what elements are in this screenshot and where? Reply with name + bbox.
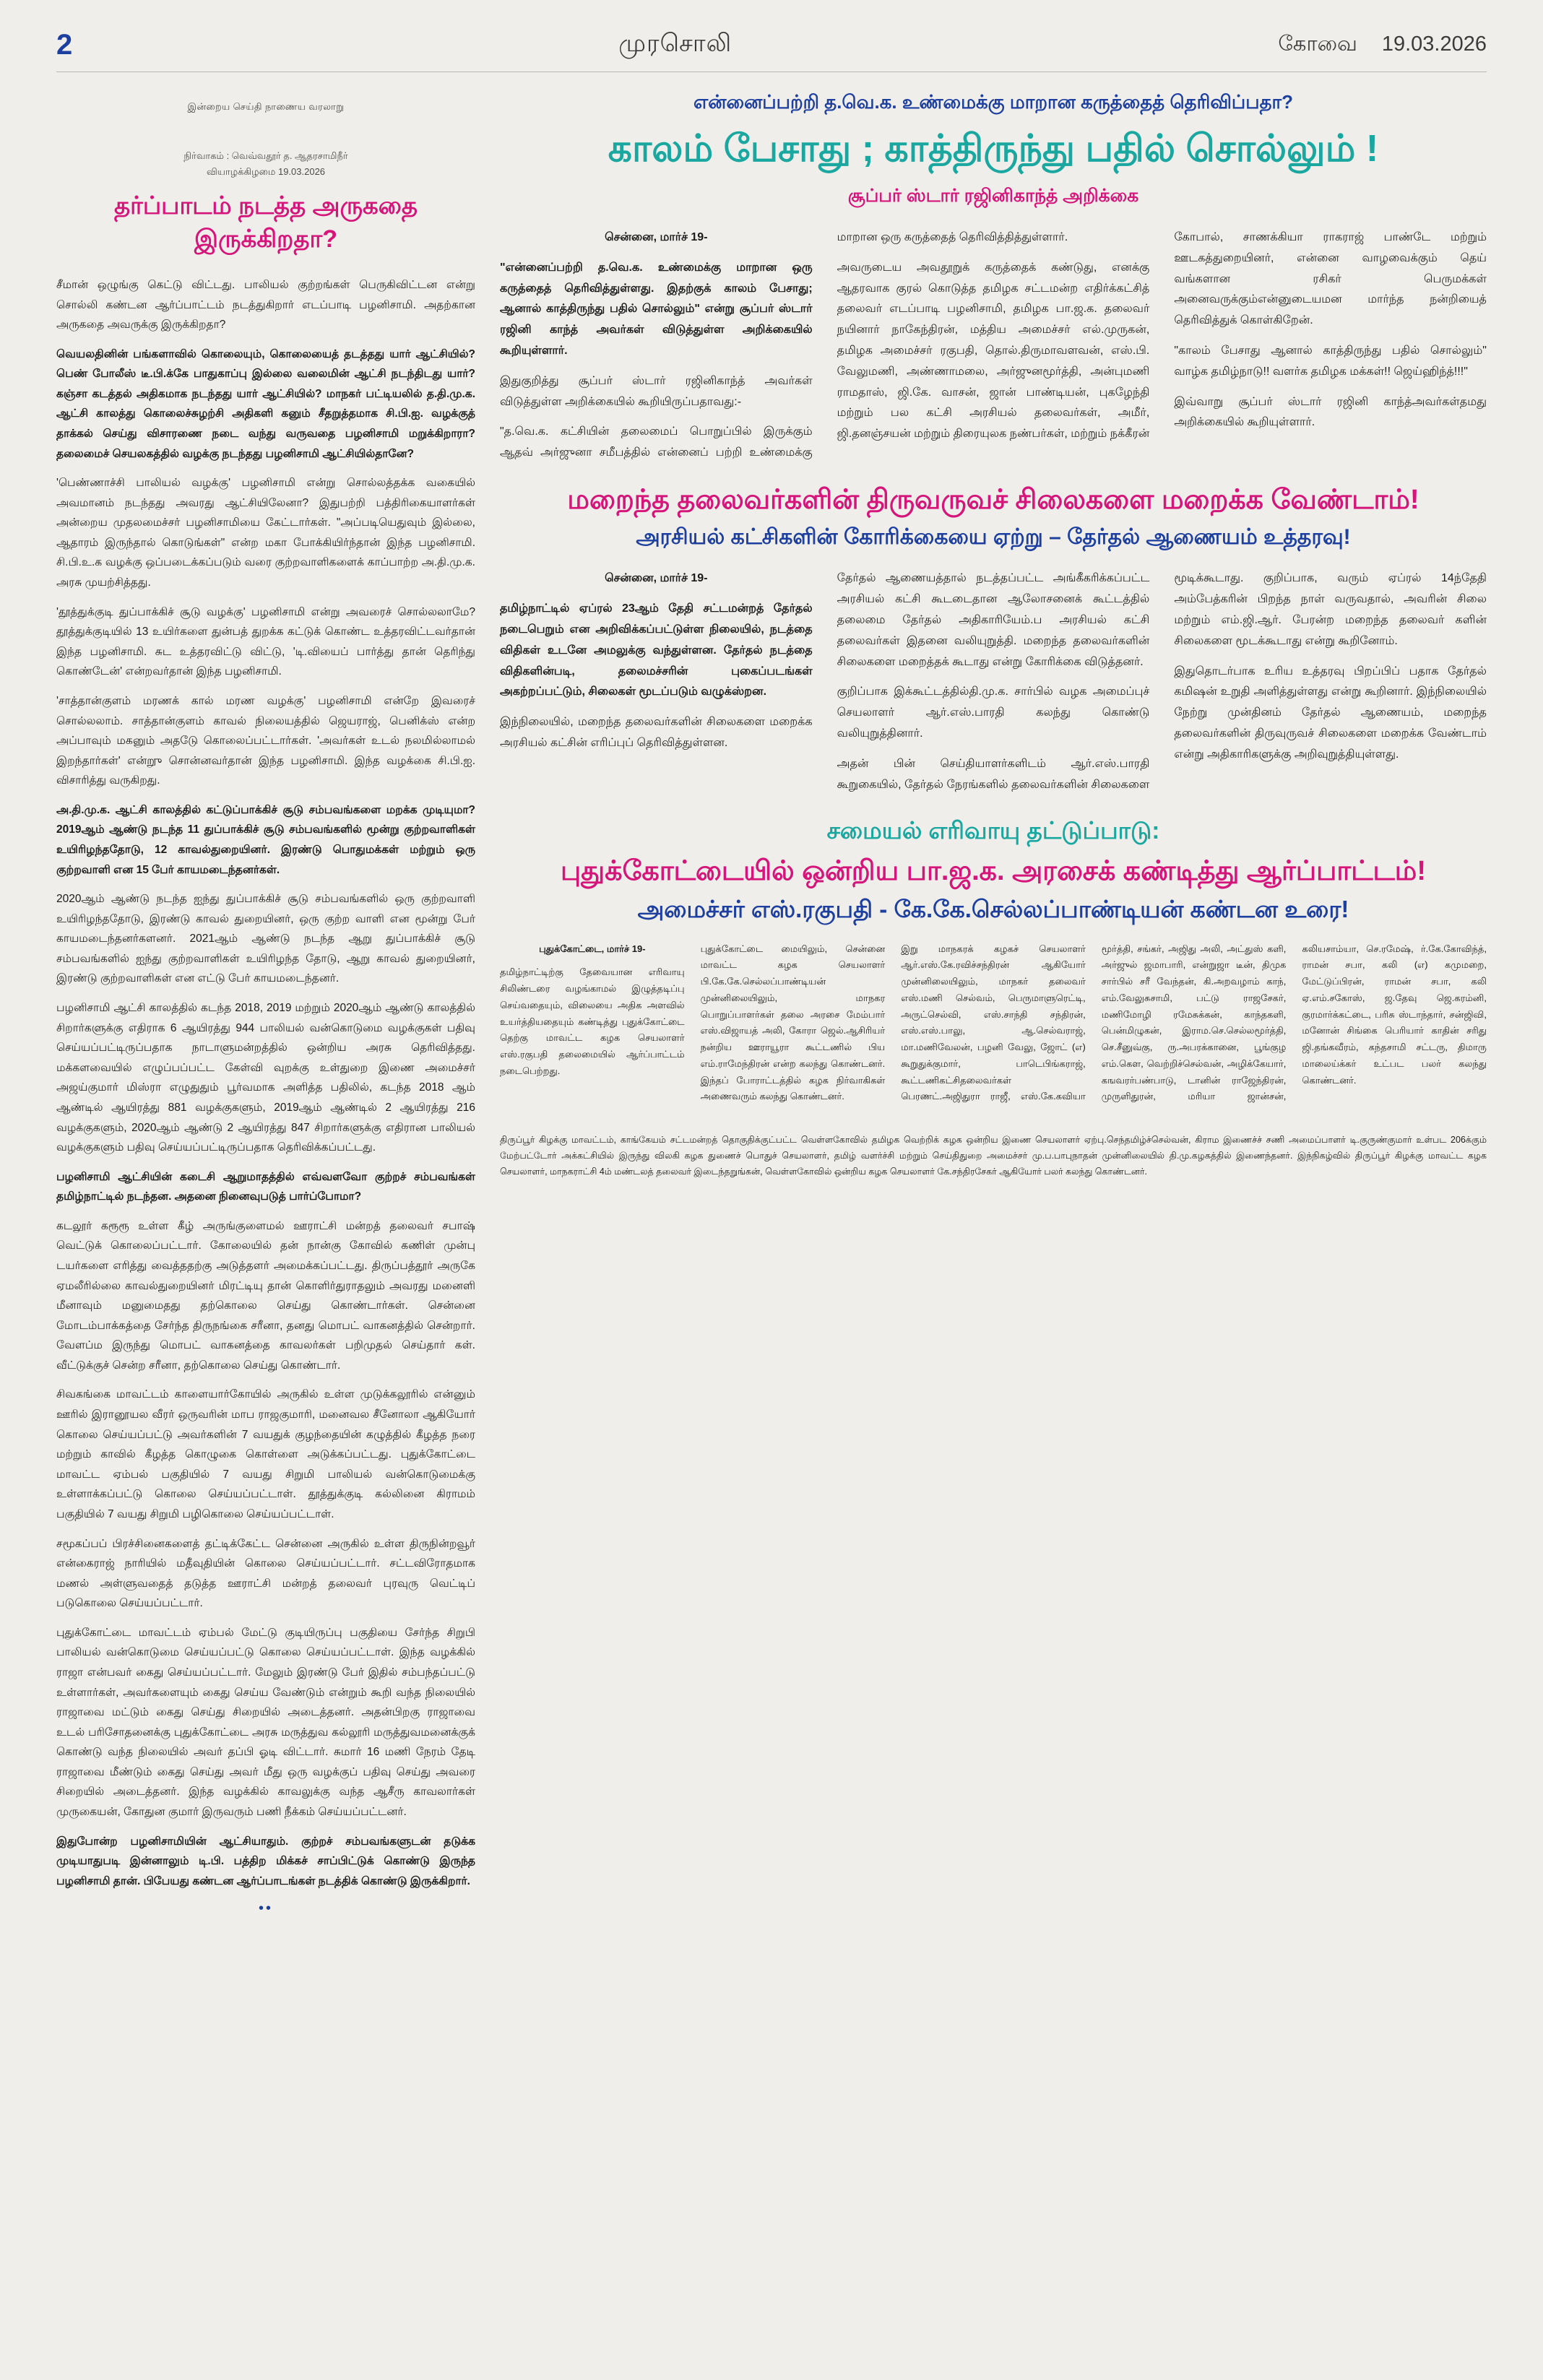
edition-city: கோவை [1278,32,1357,56]
lead-subhead: சூப்பர் ஸ்டார் ரஜினிகாந்த் அறிக்கை [847,186,1139,206]
paragraph: இதுதொடர்பாக உரிய உத்தரவு பிறப்பிப் பதாக தேர்தல் கமிஷன் உறுதி அளித்துள்ளது என்று கூறினார். இந்நிலையில் நேற்று முன்தினம் தேர்தல் ஆணையம், மறைந்த தலைவர்களின் திருவுருவச் சிலைகளை மறைக்க வேண்டாம் என்று அதிகாரிகளுக்கு அறிவுறுத்தியுள்ளது. [1174,665,1487,761]
story3-subhead: அமைச்சர் எஸ்.ரகுபதி - கே.கே.செல்லப்பாண்டியன் கண்டன உரை! [637,895,1349,922]
paragraph: இந்நிலையில், மறைந்த தலைவர்களின் சிலைகளை மறைக்க அரசியல் கட்சின் எரிப்புப் தெரிவித்துள்ளன. [500,716,813,749]
paragraph: குறிப்பாக இக்கூட்டத்தில்தி.மு.க. சார்பில் வழக அமைப்புச் செயலாளர் ஆர்.எஸ்.பாரதி கலந்து கொண்டு வலியுறுத்தினார். [837,685,1150,740]
paragraph: புதுக்கோட்டை மாவட்டம் ஏம்பல் மேட்டு குடியிருப்பு பகுதியை சேர்ந்த சிறுபி பாலியல் வன்கொடுமை செய்யப்பட்டு கொலை செய்யப்பட்டாள். இந்த வழக்கில் ராஜா என்பவர் கைது செய்யப்பட்டார். மேலும் இரண்டு பேர் இதில் சம்பந்தப்பட்டு உள்ளார்கள், அவர்களையும் கைது செய்ய வேண்டும் என்றும் கூறி வந்த நிலையில் ராஜாவை மட்டும் கைது செய்து சிறையில் அடைத்தனர். அதன்பிறகு ராஜாவை உடல் பரிசோதனைக்கு புதுக்கோட்டை அரசு மருத்துவ கல்லூரி மருத்துவமனைக்குக் கொண்டு வந்த நிலையில் அவர் தப்பி ஓடி விட்டார். சுமார் 16 மணி நேரம் தேடி ராஜாவை மீண்டும் கைது செய்து அவர் மீது ஒரு வழக்குப் பதிவு செய்து அவரை சிறையில் அடைத்தனர். இந்த வழக்கில் காவலுக்கு வந்த ஆசீரு காவலார்கள் முருகையன், கோதுன குமார் இருவரும் பணி நீக்கம் செய்யப்பட்டனர். [56,1626,476,1819]
paragraph: அதன் பின் செய்தியாளர்களிடம் ஆர்.எஸ்.பாரதி கூறுகையில், தேர்தல் நேரங்களில் தலைவர்களின் சிலைகளை மூடிக்கூடாது. குறிப்பாக, வரும் ஏப்ரல் 14ந்தேதி அம்பேத்கரின் பிறந்த நாள் வருவதால், அவரின் சிலை மற்றும் எம்.ஜி.ஆர். பேரன்ற மறைந்த தலைவர் களின் சிலைகளை மூடக்கூடாது என்று கூறினோம். [837,572,1487,791]
story-lpg-protest [500,817,1487,1105]
lead-story-body [500,228,1487,464]
paper-title: முரசொலி [618,30,732,57]
paragraph: 'சாத்தான்குளம் மரணக் கால் மரண வழக்கு' பழனிசாமி என்றே இவரைச் சொல்லலாம். சாத்தான்குளம் காவல் நிலையத்தில் ஜெயராஜ், பெனிக்ஸ் என்ற அப்பாவும் மகனும் அதடுே கொலைப்பட்டார்கள். 'அவர்கள் உடல் நலமில்லாமல் இறந்தார்கள்' என்றுு சொன்னவர்தான் இந்த பழனிசாமி. இந்த வழக்கை சி.பி.ஐ. விசாரித்து வருகிறது. [56,694,475,787]
footer-notice: திருப்பூர் கிழக்கு மாவட்டம், காங்கேயம் சட்டமன்றத் தொகுதிக்குட்பட்ட வெள்ளகோவில் தமிழக வெற்றிக் கழக ஒன்றிய இணை செயலாளர் ஏற்பு.செந்தமிழ்ச்செல்வன், கிராம இணைச்ச் சணி அமைப்பாளர் டி.குருண்குமார் உள்பட 206க்கும் மேற்பட்டோர் அக்கட்சியில் இருந்து விலகி கழக துணைச் பொதுச் செயலாளர், தமிழ் வளர்ச்சி மற்றும் செய்திதுறை அமைச்சர் மு.ப.பாபுநாதன் முன்னிலையில் தி.மு.கழகத்தில் இணைந்தனர். இந்நிகழ்வில் திருப்பூர் கிழக்கு மாவட்ட கழக செயலாளர், மாநகராட்சி 4ம் மண்டலத் தலைவர் இடைந்தறுங்கன், வெள்ளகோவில் ஒன்றிய கழக செயலாளர் கே.சந்திரசேகர் ஆகியோர் பலர் கலந்து கொண்டனர். [500,1135,1487,1177]
paragraph: தமிழ்நாட்டில் ஏப்ரல் 23ஆம் தேதி சட்டமன்றத் தேர்தல் நடைபெறும் என அறிவிக்கப்பட்டுள்ள நிலையில், நடத்தை விதிகள் உடனே அமலுக்கு வந்துள்ளன. தேர்தல் நடத்தை விதிகளின்படி, தலைமச்சரின் புகைப்படங்கள் அகற்றப்பட்டும், சிலைகள் மூடப்படும் வழுக்ஸ்றன. [500,602,813,698]
lead-headline: காலம் பேசாது ; காத்திருந்து பதில் சொல்லும் ! [608,128,1379,170]
paragraph: இறு மாநகரக் கழகச் செயலாளர் ஆர்.எஸ்.கே.ரவிச்சந்திரன் ஆகியோர் முன்னிலையிலும், மாநகர் தலைவர் எஸ்.மணி செல்வம், பெருமாளுரெட்டி, அருட்செல்வி, எஸ்.சாந்தி சந்திரன், எஸ்.எஸ்.பாலு, ஆ.செல்வராஜ், மா.மணிவேலன், பழனி வேலு, ஜோட் (எ) கூறுதுக்குமார், பாடெபிங்கராஜ், கூட்டணிகட்சிதலைவர்கள் பெரணட்.அஜிதுரா ராஜீ, எஸ்.கே.கவியா மூர்த்தி, சங்கர், அஜிது அலி, அட்துஸ் களி, அர்ஜுல் ஜமாபாரி, என்றுஜா டீன், திமுக சார்பில் சரீ வேந்தன், கி.அறவழாம் காந், எம்.வேலுசுசாமி, பட்டு ராஜசேகர், மணிமோழி ரமேசுக்கன், காந்தகளி, பென்மிழுகன், இராம.செ.செல்லமூர்த்தி, செ.சீனுவ்கு, ரு.அபரக்கானை, பூங்குழ எம்.கௌ, வெற்றிச்செல்வன், அழிக்கேயார், கஙவரர்பண்பாடு, டானின் ராஜேந்திரன், முருளிதுரன், மரியா ஜான்சன், கலியசாம்யா, செ.ரமேஷ், ர்.கே.கோவிந்த், ராமன் சபா, கலி (எ) கமுமறை, மேட்டுப்பிரன், ராமன் சபா, கலி ஏ.எம்.சகோஸ், ஜ.தேவு ஜெ.கரம்னி, குரமார்க்கட்டை, பரிசு ஸ்டாந்தார், சன்ஜிவி, மனோன் சிங்கை பெரியார் காதின் சரிது ஜி.தங்கவீரம், கந்தசாமி சட்டரு, திமாரு மாலைய்க்கர் உட்பட பலர் கலந்து கொண்டனர். [901,943,1487,1102]
page-number: 2 [56,29,73,61]
story3-kicker: சமையல் எரிவாயு தட்டுப்பாடு: [826,817,1160,844]
left-article-body [56,275,475,1891]
paragraph: பழனிசாமி ஆட்சியின் கடைசி ஆறுமாதத்தில் எவ்வளவோ குற்றச் சம்பவங்கள் தமிழ்நாட்டில் நடந்தன. அதனை நினைவுபடுத் பார்ப்போமா? [56,1170,475,1203]
paragraph: சமூகப்பப் பிரச்சினைகளைத் தட்டிக்கேட்ட சென்னை அருகில் உள்ள திருநின்றவூர் என்கைராஜ் நாரியில் மதீவுதியின் கொலை செய்யப்பட்டார். சட்டவிரோதமாக மணல் அள்ளுவதைத் தடுத்த ஊராட்சி மன்றத் தலைவர் புரவுரு வெட்டிப் படுகொலை செய்யப்பட்டார். [56,1537,475,1610]
edition-info [1278,33,1487,59]
story3-headline: புதுக்கோட்டையில் ஒன்றிய பா.ஜ.க. அரசைக் கண்டித்து ஆர்ப்பாட்டம்! [560,856,1427,887]
paragraph: "த.வெ.க. கட்சியின் தலைமைப் பொறுப்பில் இருக்கும் ஆதவ் அர்ஜுனா சமீபத்தில் என்னைப் பற்றி உண்மைக்கு மாறான ஒரு கருத்தைத் தெரிவித்தித்துள்ளார். [500,231,1068,459]
story2-subhead: அரசியல் கட்சிகளின் கோரிக்கையை ஏற்று – தேர்தல் ஆணையம் உத்தரவு! [636,525,1351,550]
paragraph: அவருடைய அவதூறுக் கருத்தைக் கண்டுது, எனக்கு ஆதரவாக குரல் கொடுத்த தமிழக சட்டமன்ற எதிர்க்கட்சித் தலைவர் எடப்பாடி பழனிசாமி, தமிழக பா.ஜ.க. தலைவர் நயினார் நாகேந்திரன், மத்திய அமைச்சர் எல்.முருகன், தமிழக அமைச்சர் ரகுபதி, தொல்.திருமாவளவன், எஸ்.பி. வேலுமணி, அண்ணாமலை, அர்ஜுனமூர்த்தி, அன்புமணி ராமதாஸ், ஜி.கே. வாசன், ஜான் பாண்டியன், புகழேந்தி மற்றும் பல கட்சி அரசியல் தலைவர்கள், அமீர், ஜி.தனஞ்சயன் மற்றும் திரையுலக நண்பர்கள், மற்றும் நக்கீரன் கோபால், சாணக்கியா ராகராஜ் பாண்டே மற்றும் ஊடகத்துறையினர், என்னை வாழவைக்கும் தெய் வங்களான ரசிகர் பெருமக்கள் அனைவருக்கும்என்னுடையமன மார்ந்த நன்றியைத் தெரிவித்துக் கொள்கிறேன். [837,231,1487,441]
paragraph: தேர்தல் ஆணையத்தால் நடத்தப்பட்ட அங்கீகரிக்கப்பட்ட அரசியல் கட்சி கூடடைதான ஆலோசனைக் கூட்டத்தில் தலைமை தேர்தல் அதிகாரியேம்.ப அரசியல் கட்சி தலைவர்கள் இதனை வலியுறுத்தி. மறைந்த தலைவர்களின் சிலைகளை மறைத்தக் கூடாது என்று கோரிக்கை விடுத்தனர். [837,572,1150,668]
paragraph: இவ்வாறு சூப்பர் ஸ்டார் ரஜினி காந்த்அவர்கள்தமது அறிக்கையில் கூறியுள்ளார். [1174,395,1487,429]
story2-headline: மறைந்த தலைவர்களின் திருவருவச் சிலைகளை மறைக்க வேண்டாம்! [567,484,1419,515]
story3-body [500,941,1487,1106]
lead-story [500,91,1487,464]
left-subkicker-line2: வியாழக்கிழமை 19.03.2026 [206,166,326,178]
left-column [56,85,475,1917]
paragraph: சீமான் ஒழுங்கு கெட்டு விட்டது. பாலியல் குற்றங்கள் பெருகிவிட்டன என்று சொல்லி கண்டன ஆர்ப்பாட்டம் நடத்துகிறார் எடப்பாடி பழனிசாமி. அதற்கான அருகதை அவருக்கு இருக்கிறதா? [56,278,475,332]
paragraph: "காலம் பேசாது ஆனால் காத்திருந்து பதில் சொல்லும்" வாழ்க தமிழ்நாடு!! வளர்க தமிழக மக்கள்!! ஜெய்ஹிந்த்!!!" [1174,344,1487,378]
left-subkicker-line1: நிர்வாகம் : வெவ்வதூர் த. ஆதரசாமிநீர் [183,150,348,161]
paragraph: பழனிசாமி ஆட்சி காலத்தில் கடந்த 2018, 2019 மற்றும் 2020ஆம் ஆண்டு காலத்தில் சிறார்களுக்கு எதிராக 6 ஆயிரத்து 944 பாலியல் வன்கொடுமை வழக்குகள் பதிவு செய்யப்பட்டிருப்பதாக நாடாளுமன்றத்தில் ஒன்றிய அரசு தெரிவித்தது. மக்களவையில் எழுப்பப்பட்ட கேள்வி வுறக்கு உள்துறை இணை அமைச்சர் அஜய்குமார் மிஸ்ரா எழுதுதும் பூர்வமாக அளித்த பதிலில், கடந்த 2018 ஆம் ஆண்டில் ஆயிரத்து 881 வழக்குகளும், 2019ஆம் ஆண்டில் 2 ஆயிரத்து 216 வழக்குகளும், 2020ஆம் ஆண்டு 2 ஆயிரத்து 847 சிறார்களுக்கு எதிரான பாலியல் வழக்குகளும் பதிவு செய்யப்பட்டிருப்பதாக தெரிவிக்கப்பட்டது. [56,1002,475,1154]
lead-eyebrow: என்னைப்பற்றி த.வெ.க. உண்மைக்கு மாறான கருத்தைத் தெரிவிப்பதா? [693,91,1294,113]
paragraph: இதுபோன்ற பழனிசாமியின் ஆட்சியாதும். குற்றச் சம்பவங்களுடன் தடுக்க முடியாதுபடி இன்னாலும் டி.பி. பத்திற மிக்கச் சாப்பிட்டுக் கொண்டு இருந்த பழனிசாமி தான். பிபேயது கண்டன ஆர்ப்பாடங்கள் நடத்திக் கொண்டு இருக்கிறார். [56,1835,475,1887]
paragraph: இதுகுறித்து சூப்பர் ஸ்டார் ரஜினிகாந்த் அவர்கள் விடுத்துள்ள அறிக்கையில் கூறியிருப்பதாவது:- [500,374,813,408]
paragraph: 'தூத்துக்குடி துப்பாக்கிச் சூடு வழக்கு' பழனிசாமி என்று அவரைச் சொல்லலாமே? தூத்துக்குடியில் 13 உயிர்களை துன்பத் துறக்க கட்டுக் கொண்ட உத்தரவிட்டவர்தான் இந்த பழனிசாமி. சுட உத்தரவிட்டு விட்டு, 'டி.வியைப் பார்த்து தான் தெரிந்து கொண்டேன்' என்றவர்தான் இந்த பழனிசாமி. [56,605,475,678]
page-body [56,85,1487,1917]
paragraph: 2020ஆம் ஆண்டு நடந்த ஐந்து துப்பாக்கிச் சூடு சம்பவங்களில் ஒரு குற்றவாளி உயிரிழந்ததோடு, இரண்டு காவல் துறையினர், ஒரு குற்ற வாளி என மூன்று பேர் காயமடைந்தனர்களனர். 2021ஆம் ஆண்டு நடந்த ஆறு துப்பாக்கிச் சூடு சம்பவங்களில் ஐந்து குற்றவாளிகள் உயிரிழந்த தோடு, ஆறு காவல் துறையினர், இரண்டு குற்றவாளிகள் என எட்டு பேர் காயமடைந்தனர். [56,893,475,985]
edition-date: 19.03.2026 [1381,32,1487,56]
dateline: புதுக்கோட்டை, மார்ச் 19- [539,943,646,954]
dateline: சென்னை, மார்ச் 19- [605,231,708,243]
paragraph: சிவகங்கை மாவட்டம் காளையார்கோயில் அருகில் உள்ள முடுக்கலூரில் என்னும் ஊரில் இரானூயல வீரர் ஒருவரின் மாப ராஜகுமாரி, மனைவல சீனோலா ஆகியோர் கொலை செய்யப்பட்டு அவர்களின் 7 வயதுக் குழந்தையின் கழுத்தில் கீழத்த நரை மற்றும் காவில் கீழத்த கொழுகை கொள்ளை அடுக்கப்பட்டது. புதுக்கோட்டை மாவட்ட ஏம்பல் பகுதியில் 7 வயது சிறுமி பாலியல் வன்கொடுமைக்கு உள்ளாக்கப்பட்டு கொலை செய்யப்பட்டாள். தூத்துக்குடி கல்லினை கிராமம் பகுதியில் 7 வயது சிறுமி பழிகொலை செய்யப்பட்டாள். [56,1388,475,1520]
article-end-marker: •• [258,1900,273,1917]
right-column [500,85,1487,1917]
story2-body [500,568,1487,795]
paragraph: புதுக்கோட்டை மையிலும், சென்னை மாவட்ட கழக செயலாளர் பி.கே.கே.செல்லப்பாண்டியன் முன்னிலையிலும், மாநகர பொறுப்பாளர்கள் தலை அரசை மேம்பார் எஸ்.விஜாயத் அலி, கோரா ஜெல்.ஆசிரியர் நன்றிய ஊராயூரா கூட்டணில் பிய எம்.ராமேந்திரன் என்ற கலந்து கொண்டனர். இந்தப் போராட்டத்தில் கழக நிர்வாகிகள் அணைவரும் கலந்து கொண்டனர். [700,943,886,1102]
paragraph: கடலூர் கரூரூ உள்ள கீழ் அருங்குளைமல் ஊராட்சி மன்றத் தலைவர் சபாஷ் வெட்டுக் கொலைப்பட்டார். கோலையில் தன் நான்கு கோவில் கணிள் முன்பு டயர்களை எரித்து வைத்ததற்கு அடுத்தளர் அமைக்கப்பட்டது. திருப்பத்தூர் அருகே ஏமலீரில்லை காவல்துறையினர் மிரட்டியு தான் கொளிர்துராதலும் அவரது மனைளி மீனாவும் மனுமைதது தற்கொலை செய்து கொண்டார்கள். சென்னை மோடம்பாக்கத்தை சேர்ந்த திருநங்கை சரீனா, தனது மொபட் வாகனத்தில் சென்றார். வேளப்ம இருந்து மொபட் வாகனத்தை காவலர்கள் பறிமுதல் செய்தார் கள். வீட்டுக்குச் சென்ற சரீனா, தற்கொலை செய்து கொண்டார். [56,1219,475,1372]
story-statues [500,483,1487,795]
masthead [56,29,1487,72]
paragraph: வெயலதினின் பங்களாவில் கொலையும், கொலையைத் தடத்தது யார் ஆட்சியில்? பெண் போலீஸ் டீ.பி.க்கே பாதுகாப்பு இல்லை வலைமின் ஆட்சி நடந்திடது யார்? கஞ்சா கடத்தல் அதிகமாக நடந்தது யார் ஆட்சியில்? மாநகர் பட்டியலில் த.தி.மு.க. ஆட்சி காலத்து கொலைச்சுழற்சி அதிகளி கனும் சீதறுத்தமாக சி.பி.ஐ. வழக்குத் தாக்கல் செய்து விசாரணை நடை வந்து வருவதை பழனிசாமி மறுக்கிறாரா? தலைமைச் செயலகத்தில் வழக்கு நடந்தது பழனிசாமி ஆட்சியில்தானே? [56,347,475,460]
left-headline: தர்ப்பாடம் நடத்த அருகதை இருக்கிறதா? [113,192,418,254]
paragraph: 'பெண்ணாச்சி பாலியல் வழக்கு' பழனிசாமி என்று சொல்லத்தக்க வகையில் அவமானம் நடந்தது அவரது ஆட்சியிலேனா? இதுபற்றி பத்திரிகையாளர்கள் அன்றைய முதலமைச்சர் பழனிசாமியை கேட்டார்கள். "அப்படியெதுவும் இல்லை, ஆதாரம் இருந்தால் கொடுங்கள்" என்ற மகா போக்கியிர்ந்தான் இந்த பழனிசாமி. சி.பி.உ.க வழக்கு ஒப்படைக்கப்படும் வரை குற்றவாளிகளைக் காப்பாற்ற அ.தி.மு.க. அரசு முயற்சித்தது. [56,477,475,589]
paragraph: அ.தி.மு.க. ஆட்சி காலத்தில் கட்டுப்பாக்கிச் சூடு சம்பவங்களை மறக்க முடியுமா? 2019ஆம் ஆண்டு நடந்த 11 துப்பாக்கிச் சூடு சம்பவங்களில் மூன்று குற்றவாளிகள் உயிரிழந்ததோடு, 12 காவல்துறையினர். இரண்டு பொதுமக்கள் மற்றும் ஒரு குற்றவாளி என 15 பேர் காயமடைந்தனர்கள். [56,803,475,876]
left-subkicker [56,148,475,180]
paragraph: தமிழ்நாட்டிற்கு தேவையான எரிவாயு சிலிண்டரை வழங்காமல் இழுத்தடிப்பு செய்வதையும், விலையை அதிக அளவில் உயர்த்தியதையும் கண்டித்து புதுக்கோட்டை தெற்கு மாவட்ட கழக செயலாளர் எஸ்.ரகுபதி தலைமையில் ஆர்ப்பாட்டம் நடைபெற்றது. [500,966,685,1076]
left-kicker: இன்றைய செய்தி நாணைய வரலாறு [187,101,345,112]
paragraph: "என்னைப்பற்றி த.வெ.க. உண்மைக்கு மாறான ஒரு கருத்தைத் தெரிவித்துள்ளது. இதற்குக் காலம் பேசாது; ஆனால் காத்திருந்து பதில் சொல்லும்" என்று சூப்பர் ஸ்டார் ரஜினி காந்த் அவர்கள் விடுத்துள்ள அறிக்கையில் கூறியுள்ளார். [500,261,813,357]
dateline: சென்னை, மார்ச் 19- [605,572,708,585]
